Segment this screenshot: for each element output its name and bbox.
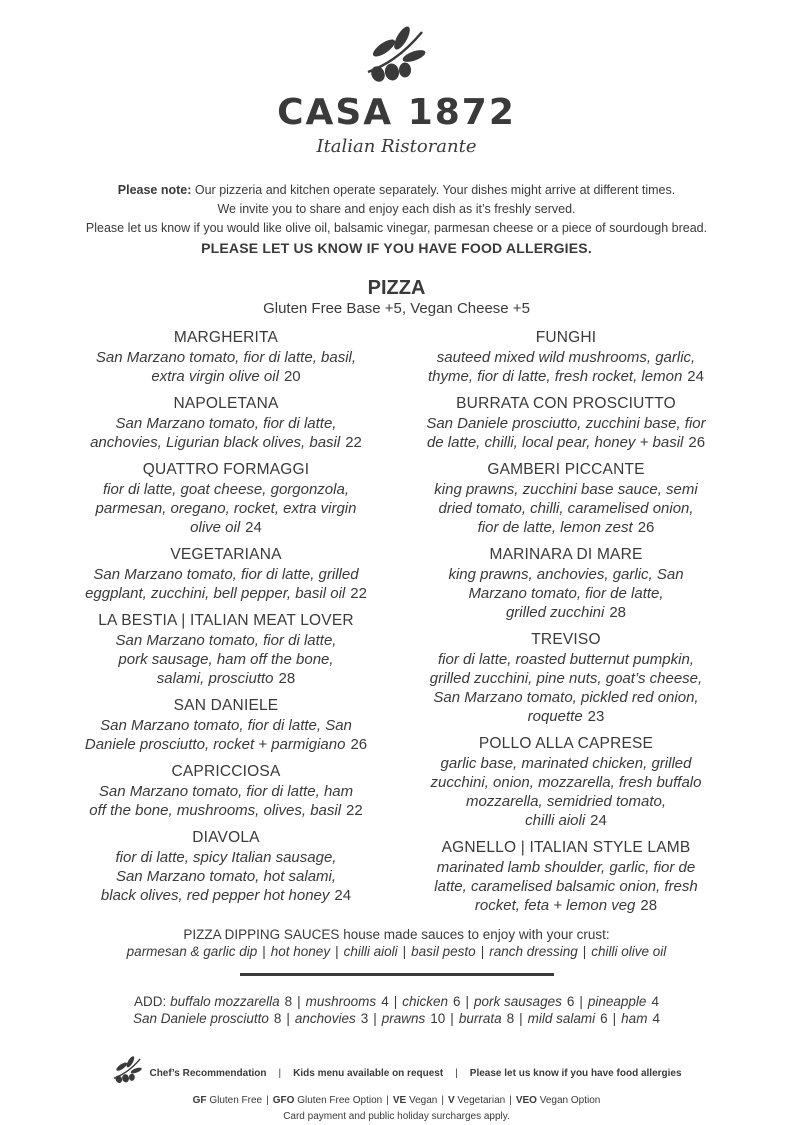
addon-name: ham [621,1011,648,1026]
legend-label: Vegan Option [539,1095,601,1106]
menu-item-name: TREVISO [531,631,601,648]
menu-item-price: 24 [334,887,352,904]
sauces-label: PIZZA DIPPING SAUCES [183,927,340,942]
addon-price: 4 [651,994,659,1009]
addon-price: 6 [600,1011,608,1026]
menu-item [66,460,386,537]
sauce-item: hot honey [270,944,331,959]
description-line [406,518,726,537]
addon-name: pineapple [587,994,647,1009]
description-line [406,433,726,452]
description-text: king prawns, anchovies, garlic, San [448,566,684,583]
description-text: Marzano tomato, fior de latte, [468,585,664,602]
separator: | [373,1011,377,1026]
menu-item-description [406,348,726,386]
separator: | [612,1011,617,1026]
menu-item [66,696,386,754]
sauce-item: parmesan & garlic dip [126,944,258,959]
addon-price: 3 [360,1011,369,1026]
description-line [66,735,386,754]
legend-label: Vegetarian [457,1095,506,1106]
legend-label: Gluten Free Option [297,1095,383,1106]
separator: | [480,944,485,959]
description-text: salami, prosciutto [156,670,274,687]
menu-item [406,545,726,622]
menu-item-description [66,848,386,905]
menu-item [66,828,386,905]
legend-code: VE [392,1095,407,1106]
description-line [406,877,726,896]
description-text: black olives, red pepper hot honey [100,887,330,904]
description-line [66,565,386,584]
menu-item [66,611,386,688]
footer [0,1056,793,1125]
description-text: garlic base, marinated chicken, grilled [440,755,692,772]
surcharge-note: Card payment and public holiday surcharges apply. [283,1111,510,1122]
description-line [406,367,726,386]
separator: | [579,994,583,1009]
description-text: off the bone, mushrooms, olives, basil [89,802,342,819]
description-text: roquette [527,708,583,725]
separator: | [393,994,398,1009]
addon-price: 8 [506,1011,515,1026]
sauces-heading [0,926,793,943]
description-line [66,518,386,537]
sauce-item: chilli aioli [343,944,398,959]
addon-name: chicken [402,994,448,1009]
menu-item [66,545,386,603]
separator: | [441,1095,444,1106]
kids-menu-note: Kids menu available on request [293,1068,444,1080]
menu-item-description [406,414,726,452]
description-line [66,848,386,867]
description-line [66,480,386,499]
chef-recommendation-label: Chef’s Recommendation [149,1068,267,1080]
menu-item-price: 24 [687,368,704,385]
addon-name: buffalo mozzarella [170,994,280,1009]
menu-item-description [406,480,726,537]
separator: | [402,944,407,959]
restaurant-name: CASA 1872 [277,92,516,133]
description-line [406,499,726,518]
menu-item-price: 20 [283,368,301,385]
pizza-column-left [66,328,386,913]
description-text: San Marzano tomato, fior di latte, basil, [95,349,357,366]
description-line [406,754,726,773]
description-line [406,688,726,707]
description-text: olive oil [190,519,241,536]
menu-item-price: 22 [350,585,367,602]
olive-branch-logo-icon [0,26,793,93]
description-line [66,367,386,386]
description-text: extra virgin olive oil [151,368,279,385]
description-line [66,801,386,820]
menu-item-price: 23 [587,708,605,725]
menu-item [406,630,726,726]
menu-item [66,328,386,386]
menu-item-description [66,348,386,386]
addon-price: 6 [566,994,575,1009]
description-text: San Marzano tomato, fior di latte, San [100,717,352,734]
description-text: fior di latte, goat cheese, gorgonzola, [103,481,349,498]
separator: | [509,1095,512,1106]
menu-item-name: MARINARA DI MARE [489,546,643,563]
description-text: de latte, chilli, local pear, honey + basil [426,434,684,451]
menu-item-description [66,480,386,537]
addon-price: 4 [381,994,389,1009]
menu-item [406,394,726,452]
menu-item-description [66,414,386,452]
note-line-3: Please let us know if you would like olive oil, balsamic vinegar, parmesan cheese or a piece of sourdough bread. [85,221,708,235]
description-line [406,650,726,669]
description-line [66,716,386,735]
menu-item-description [406,565,726,622]
allergy-footer-note: Please let us know if you have food allergies [469,1068,682,1080]
addon-price: 10 [430,1011,446,1026]
note-label: Please note: [117,183,192,197]
menu-item-price: 28 [609,604,627,621]
description-line [66,414,386,433]
menu-item-name: CAPRICCIOSA [171,763,281,780]
description-line [66,867,386,886]
note-line-2: We invite you to share and enjoy each dish as it’s freshly served. [217,202,576,216]
description-line [66,650,386,669]
separator: | [262,944,266,959]
addon-price: 8 [284,994,293,1009]
description-text: fior di latte, spicy Italian sausage, [115,849,337,866]
legend-code: VEO [515,1095,537,1106]
menu-item-name: AGNELLO | ITALIAN STYLE LAMB [441,839,691,856]
description-line [406,858,726,877]
separator: | [297,994,301,1009]
menu-item-name: POLLO ALLA CAPRESE [478,735,654,752]
menu-item-price: 28 [278,670,296,687]
separator: | [386,1095,389,1106]
description-text: San Daniele prosciutto, zucchini base, fior [426,415,706,432]
description-text: San Marzano tomato, fior di latte, grilled [93,566,359,583]
description-text: parmesan, oregano, rocket, extra virgin [95,500,357,517]
description-line [406,707,726,726]
menu-item [66,394,386,452]
menu-item-description [66,565,386,603]
sauce-item: ranch dressing [489,944,578,959]
description-line [406,669,726,688]
description-line [406,348,726,367]
legend-label: Vegan [408,1095,438,1106]
sauce-item: basil pesto [411,944,476,959]
restaurant-tagline: Italian Ristorante [316,136,477,157]
description-text: sauteed mixed wild mushrooms, garlic, [436,349,696,366]
addon-name: San Daniele prosciutto [133,1011,269,1026]
description-line [66,584,386,603]
description-text: grilled zucchini, pine nuts, goat’s cheese, [429,670,703,687]
separator: | [450,1011,454,1026]
description-line [66,433,386,452]
chef-recommendation-icon [111,1056,145,1091]
section-divider [240,973,554,976]
menu-item-price: 26 [637,519,655,536]
menu-item-price: 28 [640,897,658,914]
description-text: Daniele prosciutto, rocket + parmigiano [84,736,346,753]
dipping-sauces [0,926,793,960]
description-text: pork sausage, ham off the bone, [118,651,334,668]
sauces-text: house made sauces to enjoy with your crust: [339,927,610,942]
addon-name: pork sausages [474,994,562,1009]
description-text: San Marzano tomato, hot salami, [115,868,337,885]
menu-item-name: GAMBERI PICCANTE [487,461,645,478]
menu-item-description [66,716,386,754]
section-subtitle-pizza: Gluten Free Base +5, Vegan Cheese +5 [263,300,530,317]
description-line [406,480,726,499]
sauce-list [0,943,793,960]
description-text: fior di latte, roasted butternut pumpkin, [438,651,694,668]
menu-item [66,762,386,820]
description-text: eggplant, zucchini, bell pepper, basil oil [85,585,346,602]
separator: | [335,944,339,959]
section-title-pizza: PIZZA [367,277,426,299]
menu-item-price: 26 [688,434,706,451]
allergy-notice: PLEASE LET US KNOW IF YOU HAVE FOOD ALLERGIES. [201,240,592,256]
description-line [66,631,386,650]
menu-item-price: 22 [345,434,362,451]
menu-item-price: 24 [245,519,262,536]
description-text: mozzarella, semidried tomato, [465,793,667,810]
menu-item-name: MARGHERITA [173,329,279,346]
menu-item [406,734,726,830]
addon-row [0,1010,793,1027]
footer-info-row: Chef’s Recommendation | Kids menu available on request | Please let us know if you have food allergies [0,1056,793,1091]
menu-item [406,460,726,537]
menu-item-name: FUNGHI [535,329,597,346]
description-line [66,669,386,688]
add-ons [0,993,793,1027]
menu-item-name: NAPOLETANA [173,395,279,412]
separator: | [582,944,587,959]
separator: | [465,994,470,1009]
addon-name: burrata [458,1011,502,1026]
pizza-column-right [406,328,726,923]
separator: | [286,1011,290,1026]
description-line [406,773,726,792]
service-notes [0,181,793,258]
description-line [66,886,386,905]
description-text: San Marzano tomato, pickled red onion, [433,689,699,706]
addon-name: mild salami [527,1011,596,1026]
addon-name: anchovies [294,1011,356,1026]
addon-name: mushrooms [305,994,377,1009]
legend-code: GF [192,1095,207,1106]
legend-code: V [447,1095,455,1106]
description-text: anchovies, Ligurian black olives, basil [90,434,341,451]
description-text: thyme, fior di latte, fresh rocket, lemon [428,368,683,385]
menu-item-price: 22 [346,802,363,819]
description-text: marinated lamb shoulder, garlic, fior de [436,859,696,876]
description-text: grilled zucchini [505,604,605,621]
menu-item-price: 26 [350,736,368,753]
description-text: chilli aioli [525,812,586,829]
addon-label: ADD: [134,994,167,1009]
description-line [66,499,386,518]
legend-label: Gluten Free [209,1095,263,1106]
description-line [66,348,386,367]
description-line [406,565,726,584]
menu-item-description [406,858,726,915]
menu-item-description [406,754,726,830]
menu-item [406,838,726,915]
description-line [406,414,726,433]
legend-code: GFO [272,1095,295,1106]
menu-item-name: QUATTRO FORMAGGI [142,461,310,478]
addon-price: 8 [273,1011,282,1026]
description-text: dried tomato, chilli, caramelised onion, [438,500,694,517]
menu-item-description [66,782,386,820]
menu-item-name: VEGETARIANA [170,546,282,563]
separator: | [266,1095,269,1106]
description-line [406,603,726,622]
description-text: king prawns, zucchini base sauce, semi [434,481,698,498]
addon-name: prawns [381,1011,426,1026]
description-line [406,584,726,603]
separator: | [519,1011,523,1026]
addon-row [0,993,793,1010]
description-text: rocket, feta + lemon veg [474,897,636,914]
description-text: San Marzano tomato, fior di latte, ham [98,783,354,800]
sauce-item: chilli olive oil [591,944,667,959]
description-text: San Marzano tomato, fior di latte, [115,415,337,432]
menu-item-name: SAN DANIELE [173,697,279,714]
description-text: zucchini, onion, mozzarella, fresh buffalo [430,774,702,791]
menu-item-name: DIAVOLA [192,829,260,846]
addon-price: 6 [453,994,461,1009]
addon-price: 4 [652,1011,660,1026]
description-text: fior de latte, lemon zest [477,519,633,536]
description-text: San Marzano tomato, fior di latte, [115,632,337,649]
description-text: latte, caramelised balsamic onion, fresh [434,878,698,895]
description-line [406,792,726,811]
menu-item-name: BURRATA CON PROSCIUTTO [456,395,676,412]
menu-item-description [406,650,726,726]
description-line [406,811,726,830]
description-line [406,896,726,915]
dietary-legend [0,1093,793,1109]
note-line-1 [0,181,793,200]
note-text: Our pizzeria and kitchen operate separately. Your dishes might arrive at different times. [191,183,676,197]
menu-item-price: 24 [590,812,607,829]
menu-item-description [66,631,386,688]
menu-item-name: LA BESTIA | ITALIAN MEAT LOVER [98,612,354,629]
description-line [66,782,386,801]
menu-item [406,328,726,386]
